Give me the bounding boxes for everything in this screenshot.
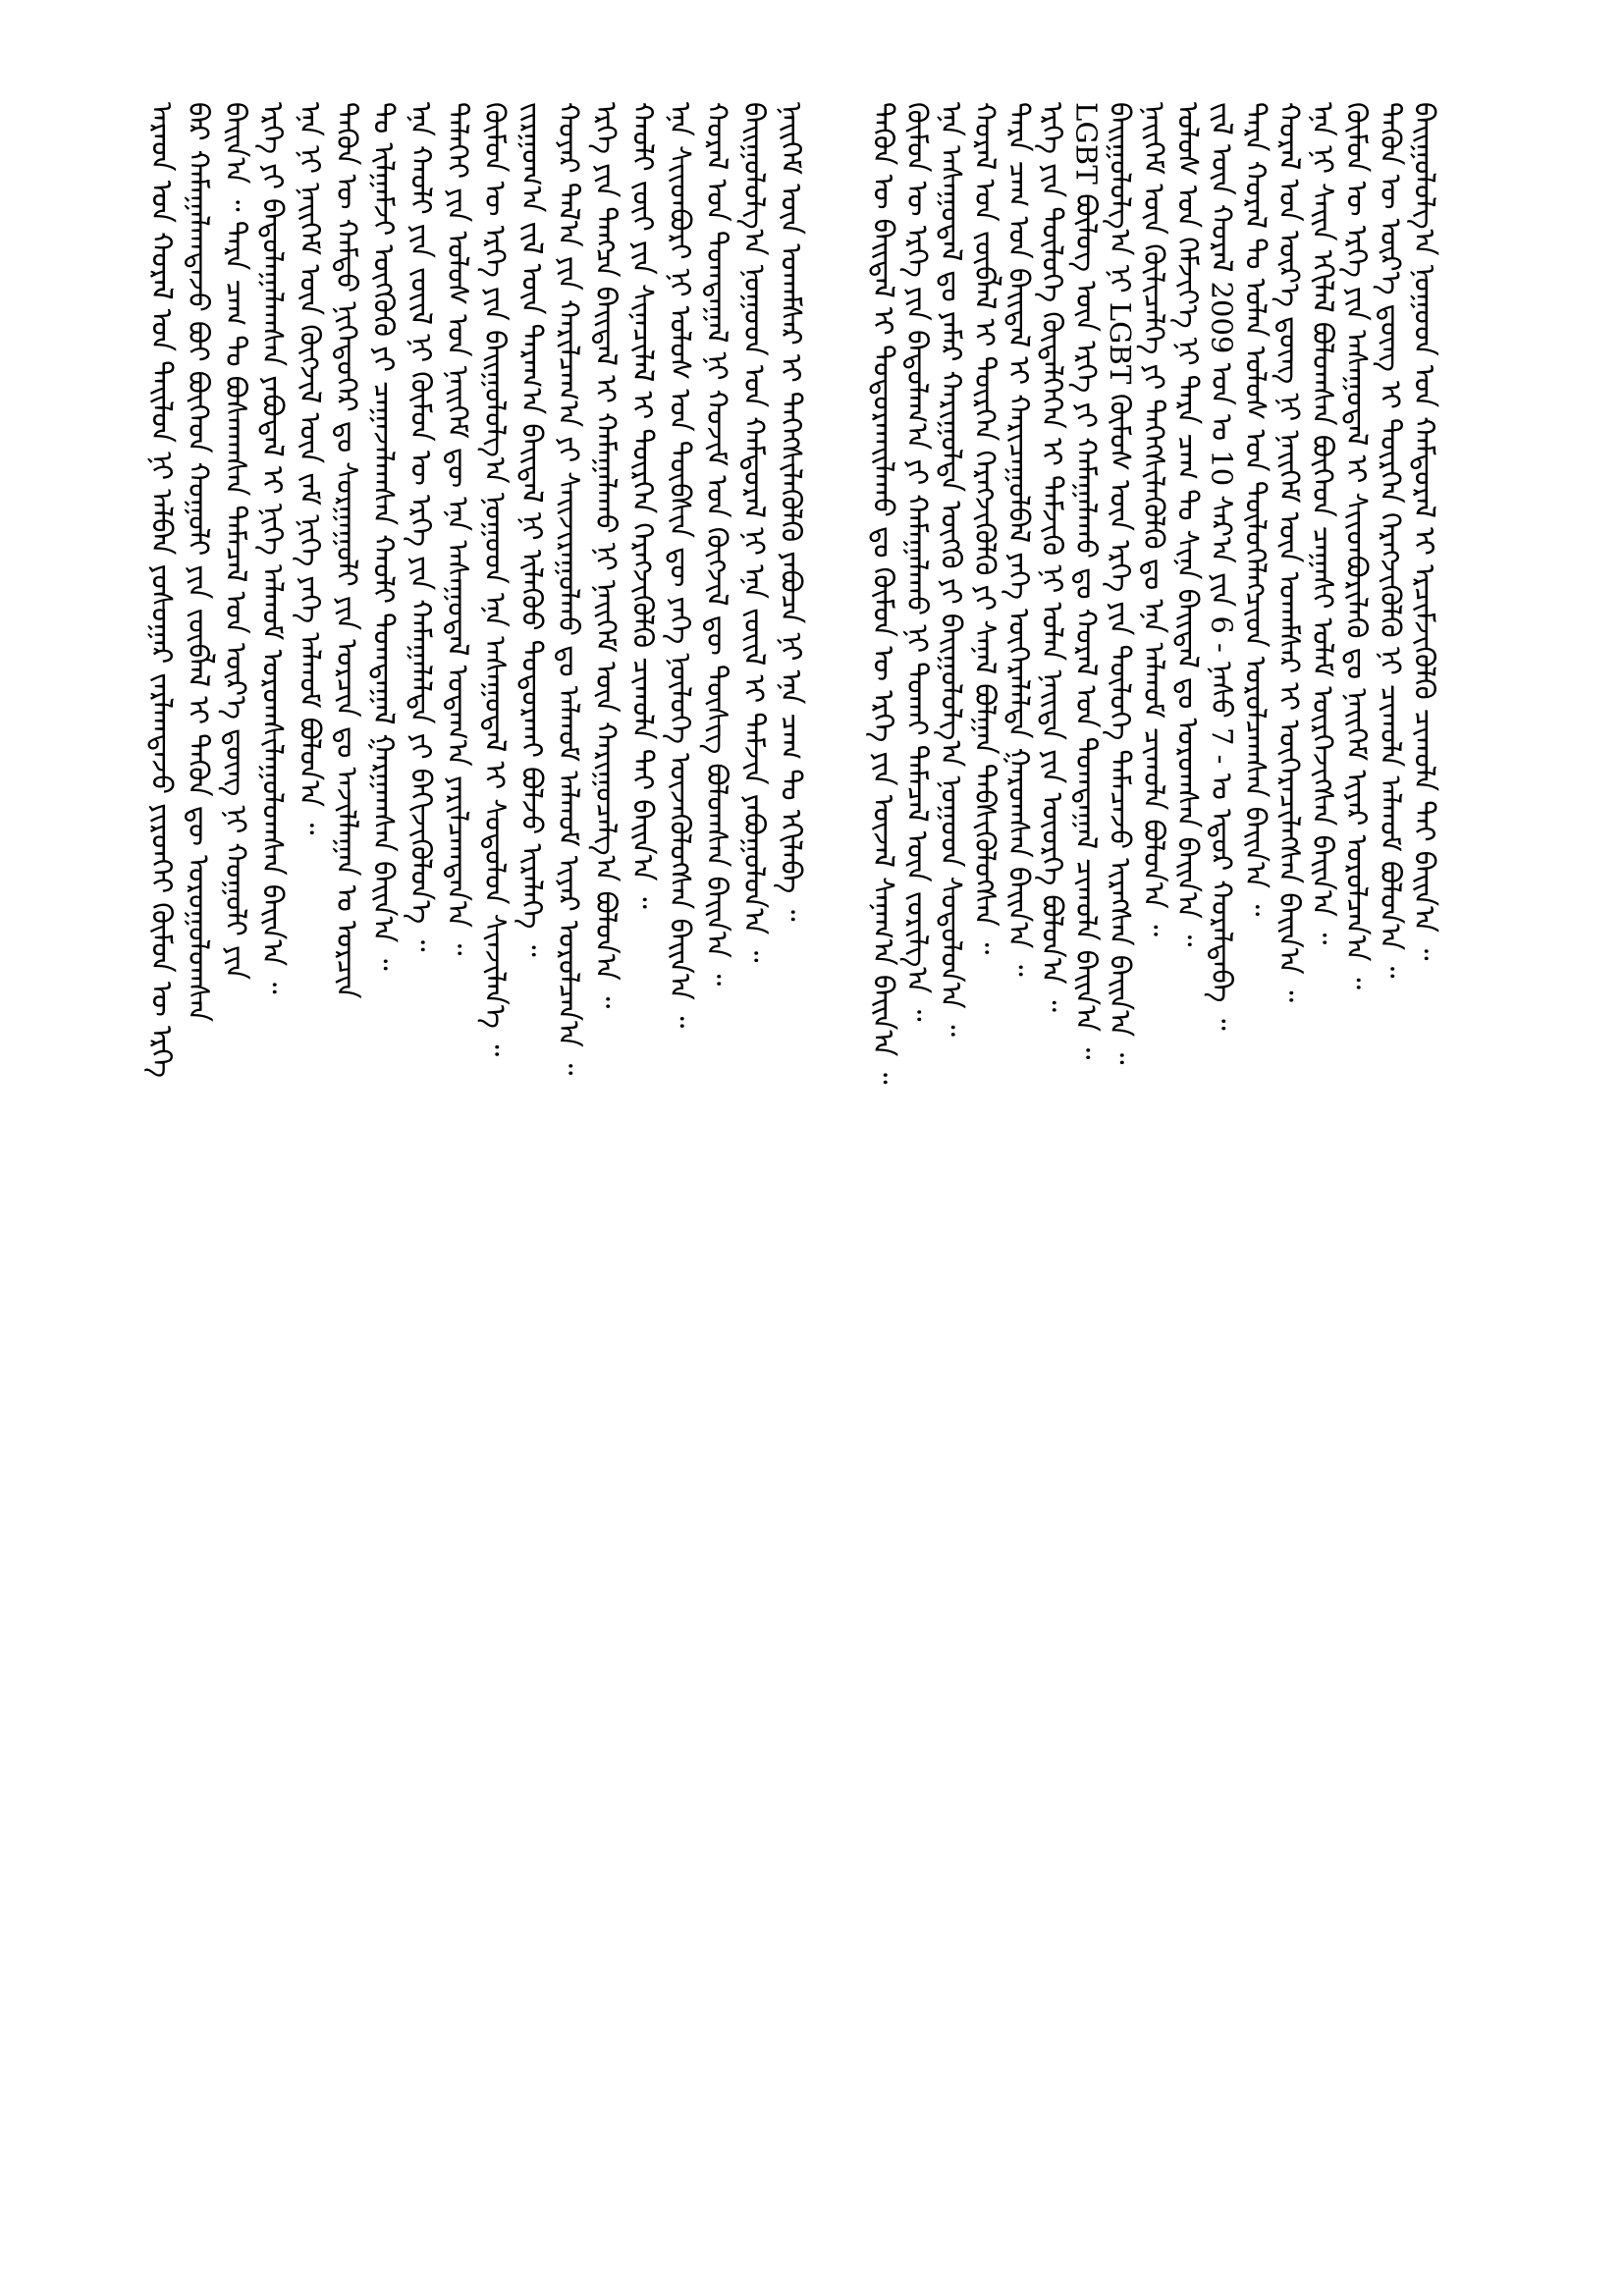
text-line: ᠲᠡᠷᠡ ᠬᠤᠷᠠᠯ ᠲᠤ ᠣᠯᠠᠨ ᠤᠯᠤᠰ ᠤᠨ ᠲᠥᠯᠦᠭᠡᠯᠡᠭᠴᠢᠳ ᠣᠷᠤᠯᠴᠠᠭᠰᠠᠨ ᠪᠠᠢᠨ᠎ᠠ ᠃ — [1238, 102, 1272, 917]
text-line: ᠡᠨᠡ ᠬᠠᠤᠯᠢ ᠶᠢᠨ ᠵᠦᠢᠯ ᠨᠢ ᠬᠦᠮᠦᠨ ᠦ ᠡᠷᠬᠡ ᠶᠢᠨ ᠬᠠᠮᠠᠭᠠᠯᠠᠯᠲᠠ ᠶᠢ ᠪᠡᠬᠢᠵᠢᠭᠦᠯᠦᠨ᠎ᠡ ᠃ — [404, 102, 438, 952]
text-line: ᠳᠡᠯᠡᠬᠡᠢ ᠶᠢᠨ ᠤᠯᠤᠰ ᠤᠨ ᠨᠡᠢᠭᠡᠮ ᠳᠦ ᠡᠨᠡ ᠠᠰᠠᠭᠤᠳᠠᠯ ᠤᠳᠠᠭ᠎ᠠ ᠶᠠᠷᠢᠯᠴᠠᠭᠳᠠᠨ᠎ᠠ ᠃ — [441, 102, 475, 956]
text-line: ᠬᠤᠷᠠᠯ ᠤᠨ ᠦᠷ᠎ᠡ ᠳ᠋ᠦᠩ ᠨᠢ ᠨᠡᠢᠭᠡᠮ ᠦᠨ ᠤᠬᠠᠮᠰᠠᠷ ᠢ ᠥᠭᠡᠷᠡᠴᠢᠯᠡᠭᠰᠡᠨ ᠪᠠᠢᠨ᠎ᠠ ᠃ — [1272, 102, 1307, 1002]
text-line: ᠲᠡᠭᠦᠨ ᠦ ᠦᠷ᠎ᠡ ᠳ᠋ᠦᠩ ᠢ ᠲᠦᠷᠭᠡᠨ ᠬᠡᠷᠡᠭᠵᠢᠭᠦᠯᠬᠦ ᠨᠢ ᠴᠢᠬᠤᠯᠠ ᠠᠯᠬᠤᠮ ᠪᠣᠯᠤᠨ᠎ᠠ ᠃ — [1374, 102, 1408, 979]
text-line: ᠵᠢᠯ ᠦᠨ ᠬᠤᠷᠠᠯ 2009 ᠣᠨ ᠤ 10 ᠰᠠᠷ᠎ᠠ ᠶᠢᠨ 6 - ᠨᠠᠰᠤ 7 - ᠤ ᠡᠳᠦᠷ ᠬᠤᠷᠠᠯᠳᠠᠪᠠ ᠃ — [1205, 102, 1239, 1031]
text-line: ᠬᠤᠷᠠᠯ ᠤᠨ ᠵᠥᠪᠯᠡᠯ ᠢ ᠲᠦᠷᠭᠡᠨ ᠬᠡᠷᠡᠭᠵᠢᠭᠦᠯᠬᠦ ᠶᠢ ᠰᠠᠨᠠᠯ ᠪᠣᠯᠭᠠᠨ ᠳᠡᠪᠰᠢᠭᠦᠯᠦᠭᠰᠡᠨ ᠃ — [968, 102, 1002, 955]
text-line: ᠡᠷᠬᠡ ᠶᠢ ᠪᠠᠲᠤᠯᠠᠭᠠᠯᠠᠭᠰᠠᠨ ᠶᠠᠪᠤᠳᠠᠯ ᠢ ᠨᠢᠭᠡ ᠠᠯᠬᠤᠮ ᠤᠷᠤᠭᠰᠢᠯᠠᠭᠤᠯᠤᠭᠰᠠᠨ ᠪᠠᠢᠨ᠎ᠠ ᠃ — [256, 102, 291, 994]
text-line: ᠬᠦᠮᠦᠨ ᠦ ᠡᠷᠬᠡ ᠶᠢᠨ ᠠᠰᠠᠭᠤᠳᠠᠯ ᠢ ᠰᠢᠢᠳᠪᠦᠷᠢᠯᠡᠬᠦ ᠳᠤ ᠨᠡᠢᠭᠡᠮ ᠢᠶᠡᠷ ᠣᠷᠤᠯᠴᠠᠨ᠎ᠠ ᠃ — [1340, 102, 1375, 989]
right-text-column — [867, 102, 1441, 2193]
text-line: ᠡᠨᠡ ᠨᠢ ᠨᠡᠢᠭᠡᠮ ᠦᠨ ᠬᠥᠭᠵᠢᠯ ᠦᠨ ᠵᠠᠮ ᠨᠢᠭᠡ ᠶᠡᠬᠡ ᠠᠯᠬᠤᠮ ᠪᠣᠯᠤᠨ᠎ᠠ ᠃ — [293, 102, 327, 835]
text-line: ᠪᠠᠢᠭᠤᠯᠤᠯᠭ᠎ᠠ ᠨᠤᠭᠤᠳ ᠤᠨ ᠬᠠᠮᠲᠤᠷᠠᠯ ᠨᠢ ᠡᠨᠡ ᠵᠦᠢᠯ ᠢ ᠳᠡᠮᠵᠢᠨ ᠶᠠᠪᠤᠭᠤᠯᠤᠨ᠎ᠠ ᠃ — [737, 102, 772, 963]
text-line: ᠡᠨᠡ ᠠᠰᠠᠭᠤᠳᠠᠯ ᠳᠤ ᠶᠠᠮᠠᠷ ᠬᠠᠷᠢᠭᠤᠯᠲᠠ ᠥᠭᠬᠦ ᠶᠢ ᠪᠠᠢᠭᠤᠯᠤᠯᠭ᠎ᠠ ᠨᠤᠭᠤᠳ ᠰᠤᠳᠤᠯᠤᠨ᠎ᠠ ᠃ — [934, 102, 968, 1037]
text-line: ᠬᠣᠶᠠᠷ ᠲᠠᠯ᠎ᠠ ᠶᠢᠨ ᠬᠠᠷᠢᠯᠴᠠᠭ᠎ᠠ ᠶᠢ ᠰᠠᠢᠵᠢᠷᠠᠭᠤᠯᠬᠤ ᠳᠤ ᠠᠯᠬᠤᠮ ᠠᠯᠬᠤᠮ ᠢᠶᠠᠷ ᠣᠷᠤᠯᠴᠠᠨ᠎ᠠ ᠃ — [552, 102, 586, 1076]
text-line: ᠪᠠᠢᠨ᠎ᠠ ᠃ ᠲᠡᠷᠡ ᠴᠠᠭ ᠲᠤ ᠪᠣᠰᠬᠠᠭᠰᠠᠨ ᠲᠡᠮᠡᠴᠡᠯ ᠤᠨ ᠦᠷ᠎ᠡ ᠳ᠋ᠦᠩ ᠨᠢ ᠬᠤᠭᠤᠯᠢ ᠶᠢᠨ — [219, 102, 253, 981]
text-line: ᠲᠡᠭᠦᠨ ᠦ ᠬᠠᠮᠲᠤ ᠨᠢᠭᠡᠳᠦᠭᠡᠷ ᠳᠤ ᠰᠤᠷᠭᠠᠭᠤᠯᠢ ᠶᠢᠨ ᠤᠷᠴᠢᠨ ᠳᠤ ᠠᠵᠢᠯᠯᠠᠭᠠᠨ ᠤ ᠣᠷᠴᠢᠨ — [330, 102, 364, 999]
text-line: ᠬᠠᠤᠯᠢ ᠵᠦᠢ ᠶᠢᠨ ᠰᠢᠨᠡᠴᠢᠯᠡᠯ ᠢ ᠲᠦᠷᠭᠡᠨ ᠬᠡᠷᠡᠭᠵᠢᠭᠦᠯᠬᠦ ᠴᠢᠬᠤᠯᠠ ᠲᠠᠢ ᠪᠠᠢᠨ᠎ᠠ ᠃ — [626, 102, 661, 909]
text-line: ᠲᠤ ᠢᠯᠭᠠᠮᠵᠢ ᠥᠭᠭᠦᠬᠦ ᠶᠢ ᠴᠠᠭᠠᠵᠠᠯᠠᠭᠰᠠᠨ ᠬᠠᠤᠯᠢ ᠲᠣᠭᠲᠠᠭᠠᠯ ᠭᠠᠷᠭᠠᠭᠰᠠᠨ ᠪᠠᠢᠨ᠎ᠠ ᠃ — [367, 102, 402, 971]
text-line: ᠤᠯᠤᠰ ᠤᠨ ᠬᠡᠮᠵᠢᠶ᠎ᠡ ᠨᠢ ᠲᠡᠷᠡ ᠴᠠᠭ ᠲᠤ ᠰᠢᠨᠡ ᠪᠠᠢᠳᠠᠯ ᠳᠤ ᠣᠷᠤᠭᠰᠠᠨ ᠪᠠᠢᠨ᠎ᠠ ᠃ — [1170, 102, 1205, 947]
text-line: ᠪᠠᠢᠭᠤᠯᠤᠯᠭ᠎ᠠ ᠨᠤᠭᠤᠳ ᠤᠨ ᠬᠠᠮᠲᠤᠷᠠᠯ ᠢ ᠡᠷᠴᠢᠮᠵᠢᠭᠦᠯᠬᠦ ᠴᠢᠬᠤᠯᠠ ᠲᠠᠢ ᠪᠠᠢᠨ᠎ᠠ ᠃ — [1408, 102, 1441, 961]
text-line: ᠬᠦᠮᠦᠨ ᠦ ᠡᠷᠬᠡ ᠶᠢᠨ ᠪᠠᠢᠭᠤᠯᠤᠯᠭ᠎ᠠ ᠨᠤᠭᠤᠳ ᠡᠨᠡ ᠠᠰᠠᠭᠤᠳᠠᠯ ᠢ ᠰᠤᠳᠤᠯᠤᠨ ᠰᠢᠨᠵᠢᠯᠡᠨ᠎ᠡ ᠃ — [478, 102, 513, 1057]
text-line: ᠡᠨᠡ ᠰᠢᠢᠳᠪᠦᠷᠢ ᠨᠢ ᠤᠯᠤᠰ ᠤᠨ ᠲᠦᠪᠰᠢᠨ ᠳᠦ ᠶᠡᠬᠡ ᠨᠥᠯᠦᠭᠡ ᠦᠵᠡᠭᠦᠯᠦᠭᠰᠡᠨ ᠪᠠᠢᠨ᠎ᠠ ᠃ — [663, 102, 697, 1029]
text-line: ᠡᠷᠬᠡ ᠶᠢᠨ ᠲᠥᠯᠦᠭᠡ ᠬᠥᠳᠡᠯᠭᠡᠭᠡᠨ ᠢ ᠳᠡᠮᠵᠢᠬᠦ ᠨᠢ ᠣᠯᠠᠨ ᠨᠡᠢᠲᠡ ᠶᠢᠨ ᠦᠦᠷᠭᠡ ᠪᠣᠯᠤᠨ᠎ᠠ ᠃ — [1036, 102, 1070, 1012]
text-line: ᠡᠨᠡ ᠨᠢ ᠰᠠᠢᠨ ᠡᠬᠢᠯᠡᠯ ᠪᠣᠯᠤᠭᠰᠠᠨ ᠪᠥᠭᠡᠳ ᠴᠠᠭᠠᠰᠢ ᠤᠯᠠᠮ ᠥᠷᠭᠡᠵᠢᠭᠰᠡᠨ ᠪᠠᠢᠨ᠎ᠠ ᠃ — [1306, 102, 1340, 945]
text-line: ᠲᠡᠷᠡ ᠴᠠᠭ ᠤᠨ ᠪᠠᠢᠳᠠᠯ ᠢ ᠬᠠᠷᠢᠴᠠᠭᠤᠯᠪᠠᠯ ᠶᠡᠬᠡ ᠥᠭᠡᠷᠡᠯᠡᠯᠲᠡ ᠭᠠᠷᠤᠭᠰᠠᠨ ᠪᠠᠢᠨ᠎ᠠ ᠃ — [1001, 102, 1036, 977]
text-line: ᠨᠡᠢᠭᠡᠮ ᠦᠨ ᠬᠦᠯᠢᠴᠡᠯᠭᠡ ᠶᠢ ᠳᠡᠭᠡᠭᠰᠢᠯᠡᠭᠦᠯᠬᠦ ᠳᠤ ᠡᠨᠡ ᠠᠯᠬᠤᠮ ᠴᠢᠬᠤᠯᠠ ᠪᠣᠯᠤᠨ᠎ᠠ ᠃ — [1137, 102, 1171, 936]
text-line: ᠨᠡᠢᠭᠡᠮ ᠦᠨ ᠤᠬᠠᠮᠰᠠᠷ ᠢ ᠳᠡᠭᠡᠭᠰᠢᠯᠡᠭᠦᠯᠬᠦ ᠶᠠᠪᠤᠴᠠ ᠨᠢ ᠡᠨᠡ ᠴᠠᠭ ᠲᠤ ᠡᠬᠢᠯᠡᠪᠡ ᠃ — [774, 102, 808, 922]
text-line: ᠡᠷᠬᠡ ᠶᠢᠨ ᠲᠡᠩᠴᠡ ᠪᠠᠢᠳᠠᠯ ᠢ ᠬᠠᠮᠠᠭᠠᠯᠠᠬᠤ ᠨᠢ ᠨᠡᠢᠭᠡᠮ ᠦᠨ ᠬᠠᠷᠢᠭᠤᠴᠠᠯᠭ᠎ᠠ ᠪᠣᠯᠤᠨ᠎ᠠ ᠃ — [589, 102, 623, 1009]
text-line: ᠠᠷᠠᠳ ᠤᠨ ᠬᠤᠷᠠᠯ ᠤᠨ ᠲᠠᠢᠯᠤᠨ ᠨᠢ ᠠᠯᠪᠠᠨ ᠶᠣᠰᠣᠭᠠᠷ ᠵᠠᠷᠯᠠᠭᠳᠠᠵᠤ ᠶᠢᠷᠦᠨᠬᠡᠢ ᠬᠦᠮᠦᠨ ᠦ ᠡᠷᠬᠡ — [145, 102, 179, 1078]
text-line: ᠲᠡᠭᠦᠨ ᠦ ᠪᠠᠢᠳᠠᠯ ᠢ ᠲᠣᠳᠤᠷᠬᠠᠢᠯᠠᠬᠤ ᠳᠤ ᠬᠦᠮᠦᠨ ᠦ ᠡᠷᠬᠡ ᠶᠢᠨ ᠦᠵᠡᠯ ᠰᠠᠨᠠᠭ᠎ᠠ ᠪᠠᠢᠨ᠎ᠠ ᠃ — [867, 102, 900, 1085]
text-line: ᠵᠢᠷᠭᠤᠭ᠎ᠠ ᠵᠢᠯ ᠦᠨ ᠳᠠᠷᠠᠭ᠎ᠠ ᠪᠠᠢᠳᠠᠯ ᠨᠢ ᠢᠯᠡᠭᠦᠦ ᠲᠣᠳᠤᠷᠬᠠᠢ ᠪᠣᠯᠵᠤ ᠢᠷᠡᠯᠡᠭᠡ ᠃ — [515, 102, 550, 957]
text-line: ᠪᠠᠢᠭᠤᠯᠤᠯᠭ᠎ᠠ ᠨᠢ LGBT ᠬᠦᠮᠦᠰ ᠦᠨ ᠡᠷᠬᠡ ᠶᠢᠨ ᠲᠥᠯᠦᠭᠡ ᠲᠡᠮᠡᠴᠡᠵᠦ ᠢᠷᠡᠭᠰᠡᠨ ᠪᠠᠢᠨ᠎ᠠ ᠃ — [1104, 102, 1138, 1065]
text-line: LGBT ᠪᠦᠯᠦᠭ ᠦᠨ ᠡᠷᠬᠡ ᠶᠢ ᠬᠠᠮᠠᠭᠠᠯᠠᠬᠤ ᠳᠤ ᠬᠤᠷᠠᠯ ᠤᠨ ᠲᠣᠭᠲᠠᠭᠠᠯ ᠴᠢᠬᠤᠯᠠ ᠪᠠᠢᠨ᠎ᠠ ᠃ — [1069, 102, 1104, 1060]
text-line: ᠬᠤᠷᠠᠯ ᠤᠨ ᠲᠣᠭᠲᠠᠭᠠᠯ ᠨᠢ ᠬᠣᠵᠢᠮ ᠤᠨ ᠬᠥᠭᠵᠢᠯ ᠳᠦ ᠲᠦᠰᠢᠭ ᠪᠣᠯᠤᠭᠰᠠᠨ ᠪᠠᠢᠨ᠎ᠠ ᠃ — [700, 102, 734, 987]
left-text-column — [145, 102, 808, 2193]
text-line: ᠬᠦᠮᠦᠨ ᠦ ᠡᠷᠬᠡ ᠶᠢᠨ ᠪᠠᠲᠤᠯᠠᠭ᠎ᠠ ᠶᠢ ᠬᠠᠮᠠᠭᠠᠯᠠᠬᠤ ᠨᠢ ᠲᠤᠬᠠᠢ ᠲᠡᠮᠡᠴᠡᠯ ᠦᠨ ᠵᠣᠷᠢᠯᠭ᠎ᠠ ᠃ — [900, 102, 935, 1022]
text-line: ᠪᠠᠷ ᠬᠠᠮᠠᠭᠠᠯᠠᠭᠳᠠᠵᠤ ᠪᠤᠢ ᠪᠥᠭᠡᠳ ᠬᠤᠭᠤᠯᠢ ᠶᠢᠨ ᠵᠥᠪᠯᠡᠯ ᠢ ᠲᠡᠭᠦᠨ ᠳᠦ ᠣᠷᠤᠭᠤᠯᠤᠭᠰᠠᠨ — [182, 102, 216, 1022]
